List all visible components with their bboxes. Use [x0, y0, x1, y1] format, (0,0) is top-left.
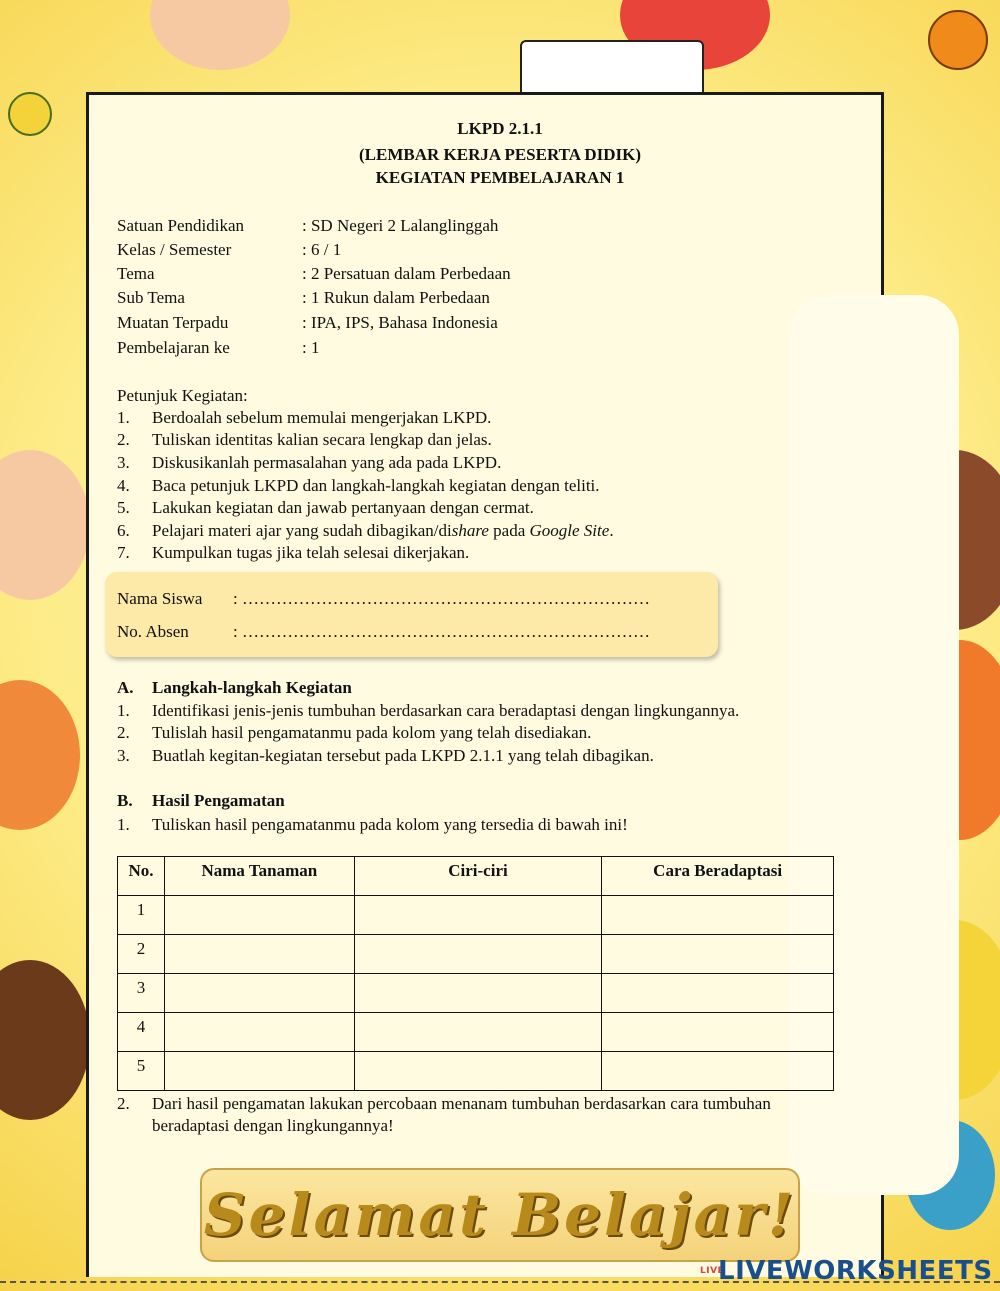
- list-item: Buatlah kegitan-kegiatan tersebut pada LKPD 2.1.1 yang telah dibagikan.: [152, 746, 654, 765]
- list-number: 3.: [117, 746, 130, 765]
- table-header-row: [118, 857, 834, 896]
- list-item: Tuliskan hasil pengamatanmu pada kolom yang tersedia di bawah ini!: [152, 815, 628, 834]
- row-number: 2: [118, 935, 165, 974]
- section-b-title: Hasil Pengamatan: [152, 791, 285, 810]
- section-a-letter: A.: [117, 678, 134, 697]
- list-item: Diskusikanlah permasalahan yang ada pada LKPD.: [152, 453, 502, 472]
- list-number: 6.: [117, 521, 130, 540]
- plant-name-cell[interactable]: [164, 1052, 354, 1091]
- adaptation-cell[interactable]: [602, 935, 834, 974]
- identity-value: : IPA, IPS, Bahasa Indonesia: [302, 313, 498, 332]
- identity-label: Tema: [117, 264, 155, 283]
- identity-label: Satuan Pendidikan: [117, 216, 245, 235]
- list-item-text: pada: [488, 521, 530, 540]
- characteristics-cell[interactable]: [354, 935, 602, 974]
- characteristics-cell[interactable]: [354, 1013, 602, 1052]
- row-number: 1: [118, 896, 165, 935]
- adaptation-cell[interactable]: [602, 974, 834, 1013]
- list-item-italic: share: [451, 521, 489, 540]
- list-item: Tuliskan identitas kalian secara lengkap dan jelas.: [152, 430, 492, 449]
- adaptation-cell[interactable]: [602, 1013, 834, 1052]
- adaptation-cell[interactable]: [602, 1052, 834, 1091]
- list-number: 1.: [117, 701, 130, 720]
- identity-label: Muatan Terpadu: [117, 313, 229, 332]
- list-item: Dari hasil pengamatan lakukan percobaan menanam tumbuhan berdasarkan cara tumbuhan: [152, 1094, 771, 1113]
- list-item-continuation: beradaptasi dengan lingkungannya!: [152, 1116, 394, 1135]
- section-b-letter: B.: [117, 791, 133, 810]
- table-row: [118, 1052, 834, 1091]
- list-item-text: Pelajari materi ajar yang sudah dibagikan/di: [152, 521, 452, 540]
- list-item: Baca petunjuk LKPD dan langkah-langkah kegiatan dengan teliti.: [152, 476, 600, 495]
- table-row: [118, 896, 834, 935]
- identity-label: Pembelajaran ke: [117, 338, 230, 357]
- list-number: 2.: [117, 1094, 130, 1113]
- table-row: [118, 974, 834, 1013]
- row-number: 3: [118, 974, 165, 1013]
- table-row: [118, 935, 834, 974]
- identity-label: Kelas / Semester: [117, 240, 232, 259]
- decoration-child-top-left: [150, 0, 290, 70]
- table-row: [118, 1013, 834, 1052]
- student-absen-field[interactable]: : ………………………………………………………………: [233, 622, 650, 641]
- list-item: Kumpulkan tugas jika telah selesai dikerjakan.: [152, 543, 470, 562]
- page-divider: [0, 1281, 1000, 1283]
- instructions-title: Petunjuk Kegiatan:: [117, 386, 248, 405]
- decoration-child-left-3: [0, 960, 90, 1120]
- characteristics-cell[interactable]: [354, 974, 602, 1013]
- table-header: Cara Beradaptasi: [602, 857, 834, 896]
- plant-name-cell[interactable]: [164, 896, 354, 935]
- identity-value: : 1 Rukun dalam Perbedaan: [302, 288, 490, 307]
- list-number: 2.: [117, 430, 130, 449]
- list-number: 1.: [117, 408, 130, 427]
- table-header: Nama Tanaman: [164, 857, 354, 896]
- list-number: 5.: [117, 498, 130, 517]
- plant-name-cell[interactable]: [164, 1013, 354, 1052]
- plant-name-cell[interactable]: [164, 935, 354, 974]
- decoration-leaf-top-right: [928, 10, 988, 70]
- decoration-child-left-2: [0, 680, 80, 830]
- closing-banner: [200, 1168, 800, 1262]
- list-number: 7.: [117, 543, 130, 562]
- identity-label: Sub Tema: [117, 288, 185, 307]
- identity-value: : 1: [302, 338, 320, 357]
- student-absen-label: No. Absen: [117, 622, 189, 641]
- section-a-title: Langkah-langkah Kegiatan: [152, 678, 352, 697]
- student-name-label: Nama Siswa: [117, 589, 203, 608]
- plant-name-cell[interactable]: [164, 974, 354, 1013]
- header-subtitle: (LEMBAR KERJA PESERTA DIDIK): [359, 145, 641, 164]
- header-code: LKPD 2.1.1: [457, 119, 543, 138]
- decoration-child-left-1: [0, 450, 90, 600]
- list-number: 4.: [117, 476, 130, 495]
- observation-table: [117, 856, 834, 1091]
- identity-value: : 6 / 1: [302, 240, 342, 259]
- identity-value: : 2 Persatuan dalam Perbedaan: [302, 264, 511, 283]
- list-number: 2.: [117, 723, 130, 742]
- list-item-text: .: [609, 521, 614, 540]
- live-badge: LIVE: [700, 1266, 725, 1276]
- identity-value: : SD Negeri 2 Lalanglinggah: [302, 216, 499, 235]
- list-item-italic: Google Site: [529, 521, 610, 540]
- banner-text: Selamat Belajar!: [203, 1181, 797, 1249]
- student-info-box: [105, 572, 718, 657]
- characteristics-cell[interactable]: [354, 1052, 602, 1091]
- list-number: 1.: [117, 815, 130, 834]
- list-number: 3.: [117, 453, 130, 472]
- list-item: Berdoalah sebelum memulai mengerjakan LKPD.: [152, 408, 492, 427]
- student-name-field[interactable]: : ………………………………………………………………: [233, 589, 650, 608]
- adaptation-cell[interactable]: [602, 896, 834, 935]
- table-header: Ciri-ciri: [354, 857, 602, 896]
- table-header: No.: [118, 857, 165, 896]
- header-activity: KEGIATAN PEMBELAJARAN 1: [375, 168, 625, 187]
- row-number: 5: [118, 1052, 165, 1091]
- list-item: Identifikasi jenis-jenis tumbuhan berdasarkan cara beradaptasi dengan lingkungannya.: [152, 701, 740, 720]
- brand-name: LIVEWORKSHEETS: [718, 1256, 993, 1286]
- list-item: [152, 521, 614, 541]
- list-item: Tulislah hasil pengamatanmu pada kolom yang telah disediakan.: [152, 723, 592, 742]
- row-number: 4: [118, 1013, 165, 1052]
- characteristics-cell[interactable]: [354, 896, 602, 935]
- list-item: Lakukan kegiatan dan jawab pertanyaan dengan cermat.: [152, 498, 534, 517]
